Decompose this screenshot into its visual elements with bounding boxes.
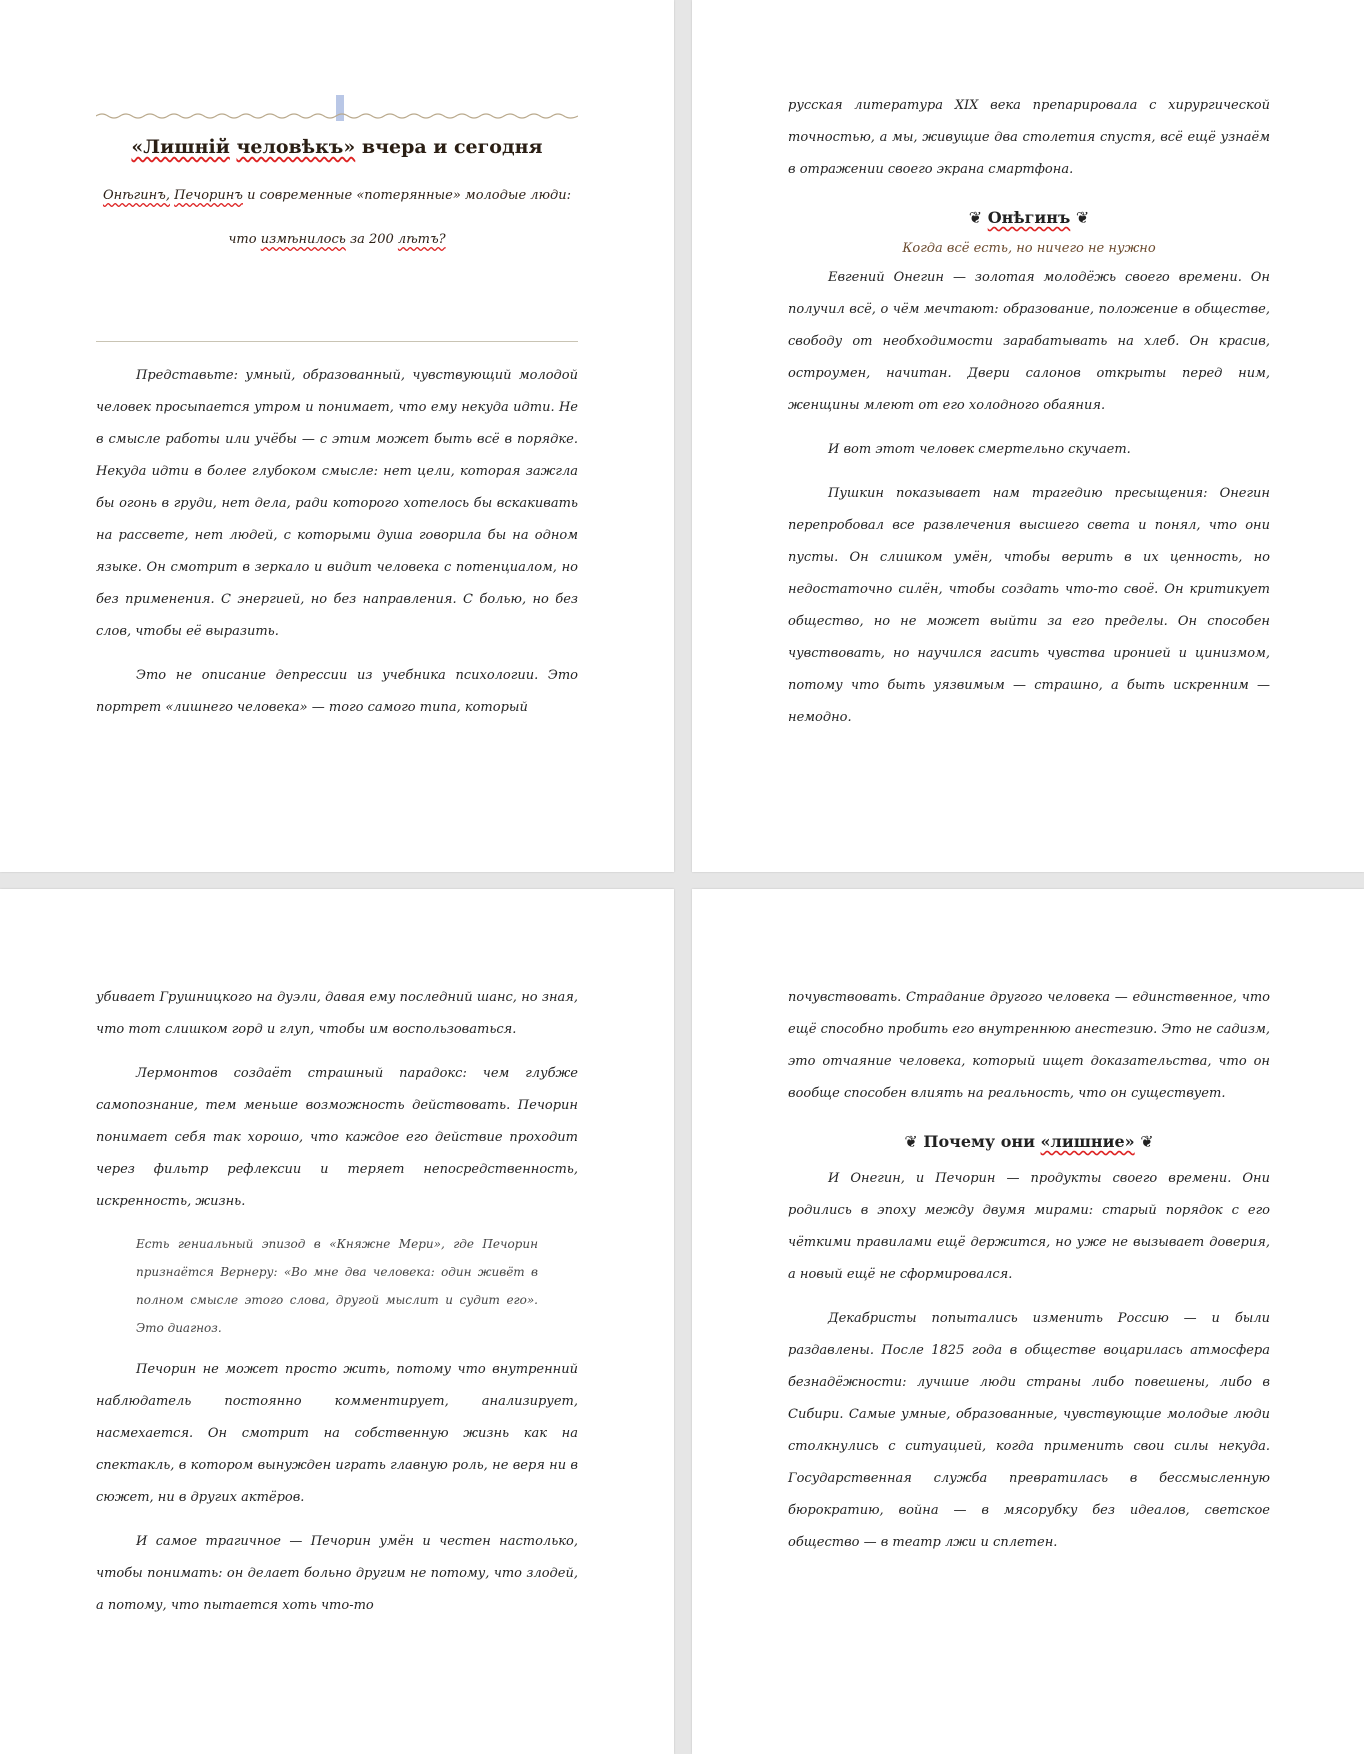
subtitle-word-2: Печоринъ [174,188,243,203]
subtitle2-b: за 200 [349,232,394,247]
section-heading [788,208,1270,227]
section-heading [788,1132,1270,1151]
document-title [96,136,578,158]
paragraph: И самое трагичное — Печорин умён и честен настолько, чтобы понимать: он делает больно другим не потому, что злодей, а потому, что пытается хоть что-то [96,1534,578,1613]
fleuron-icon: ❦ [968,208,983,227]
subtitle2-word-2: лѣтъ? [397,232,446,247]
paragraph: И Онегин, и Печорин — продукты своего времени. Они родились в эпоху между двумя мирами: старый порядок с его чёткими правилами ещё держится, но уже не вызывает доверия, а новый ещё не сформировался. [788,1171,1270,1282]
section-heading-text: Онѣгинъ [987,208,1071,227]
paragraph: русская литература XIX века препарировала с хирургической точностью, а мы, живущие два столетия спустя, всё ещё узнаём в отражении своего экрана смартфона. [788,98,1270,177]
paragraph: Лермонтов создаёт страшный парадокс: чем глубже самопознание, тем меньше возможность действовать. Печорин понимает себя так хорошо, что каждое его действие проходит через фильтр рефлексии и теряет непосредственность, искренность, жизнь. [96,1066,578,1209]
fleuron-icon: ❦ [1140,1132,1154,1151]
document-page-2 [692,0,1364,872]
decorative-wavy-rule [96,112,578,120]
subtitle-rest: и современные «потерянные» молодые люди: [247,188,572,203]
section-heading-text: Почему они [923,1132,1035,1151]
paragraph: Пушкин показывает нам трагедию пресыщения: Онегин перепробовал все развлечения высшего света и понял, что они пусты. Он слишком умён, чтобы верить в их ценность, но недостаточно силён, чтобы создать что-то своё. Он критикует общество, но не может выйти за его пределы. Он способен чувствовать, но научился гасить чувства иронией и цинизмом, потому что быть уязвимым — страшно, а быть искренним — немодно. [788,486,1270,725]
document-page-1 [0,0,674,872]
title-word-2: человѣкъ» [236,136,356,158]
paragraph: Декабристы попытались изменить Россию — и были раздавлены. После 1825 года в обществе воцарилась атмосфера безнадёжности: лучшие люди страны либо повешены, либо в Сибири. Самые умные, образованные, чувствующие молодые люди столкнулись с ситуацией, когда применить свои силы некуда. Государственная служба превратилась в бессмысленную бюрократию, война — в мясорубку без идеалов, светское общество — в театр лжи и сплетен. [788,1311,1270,1550]
paragraph: Печорин не может просто жить, потому что внутренний наблюдатель постоянно комментирует, анализирует, насмехается. Он смотрит на собственную жизнь как на спектакль, в котором вынужден играть главную роль, не веря ни в сюжет, ни в других актёров. [96,1362,578,1505]
paragraph: Представьте: умный, образованный, чувствующий молодой человек просыпается утром и понимает, что ему некуда идти. Не в смысле работы или учёбы — с этим может быть всё в порядке. Некуда идти в более глубоком смысле: нет цели, которая зажгла бы огонь в груди, нет дела, ради которого хотелось бы вскакивать на рассвете, нет людей, с которыми душа говорила бы на одном языке. Он смотрит в зеркало и видит человека с потенциалом, но без применения. С энергией, но без направления. С болью, но без слов, чтобы её выразить. [96,368,578,639]
title-word-1: «Лишній [131,136,230,158]
subtitle-word-1: Онѣгинъ, [102,188,170,203]
document-page-4 [692,889,1364,1754]
paragraph: убивает Грушницкого на дуэли, давая ему последний шанс, но зная, что тот слишком горд и глуп, чтобы им воспользоваться. [96,990,578,1037]
paragraph: почувствовать. Страдание другого человека — единственное, что ещё способно пробить его внутреннюю анестезию. Это не садизм, это отчаяние человека, который ищет доказательства, что он вообще способен влиять на реальность, что он существует. [788,990,1270,1101]
document-page-3 [0,889,674,1754]
fleuron-icon: ❦ [904,1132,918,1151]
section-subheading: Когда всё есть, но ничего не нужно [902,241,1156,256]
subtitle2-a: что [228,232,257,247]
document-subtitle-line-2 [96,228,578,252]
paragraph: И вот этот человек смертельно скучает. [828,442,1131,457]
fleuron-icon: ❦ [1075,208,1090,227]
subtitle2-word: измѣнилось [260,232,346,247]
paragraph: Это не описание депрессии из учебника психологии. Это портрет «лишнего человека» — того самого типа, который [96,668,578,715]
section-heading-word: «лишние» [1040,1132,1135,1151]
paragraph: Евгений Онегин — золотая молодёжь своего времени. Он получил всё, о чём мечтают: образование, положение в обществе, свободу от необходимости зарабатывать на хлеб. Он красив, остроумен, начитан. Двери салонов открыты перед ним, женщины млеют от его холодного обаяния. [788,270,1270,413]
title-divider [96,341,578,342]
title-rest: вчера и сегодня [361,136,543,158]
block-quote: Есть гениальный эпизод в «Княжне Мери», где Печорин признаётся Вернеру: «Во мне два человека: один живёт в полном смысле этого слова, другой мыслит и судит его». Это диагноз. [136,1237,538,1335]
document-subtitle [96,184,578,208]
